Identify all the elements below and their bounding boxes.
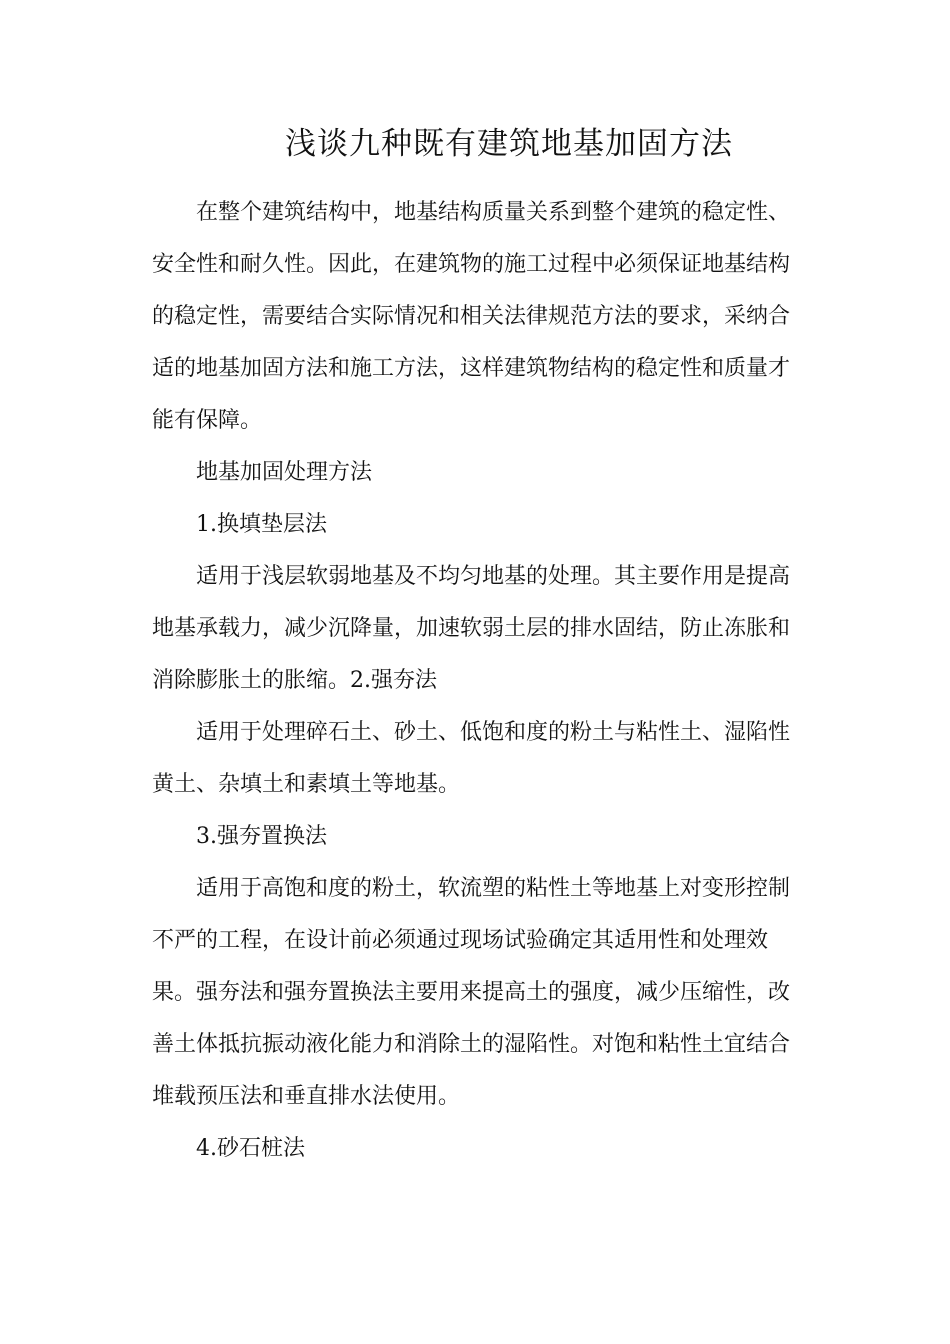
paragraph-line: 善土体抵抗振动液化能力和消除土的湿陷性。对饱和粘性土宜结合 <box>152 1032 791 1057</box>
paragraph-line: 黄土、杂填土和素填土等地基。 <box>152 772 461 797</box>
paragraph-line: 果。强夯法和强夯置换法主要用来提高土的强度，减少压缩性，改 <box>152 980 791 1005</box>
subsection-heading: 4.砂石桩法 <box>196 1136 305 1161</box>
paragraph-line: 适用于处理碎石土、砂土、低饱和度的粉土与粘性土、湿陷性 <box>196 720 791 745</box>
section-heading: 地基加固处理方法 <box>196 460 373 485</box>
paragraph-line: 地基承载力，减少沉降量，加速软弱土层的排水固结，防止冻胀和 <box>152 616 791 641</box>
paragraph-line: 消除膨胀土的胀缩。2.强夯法 <box>152 668 437 693</box>
subsection-heading: 3.强夯置换法 <box>196 824 327 849</box>
paragraph-line: 适用于高饱和度的粉土，软流塑的粘性土等地基上对变形控制 <box>196 876 791 901</box>
paragraph-line: 适用于浅层软弱地基及不均匀地基的处理。其主要作用是提高 <box>196 564 791 589</box>
paragraph-line: 不严的工程，在设计前必须通过现场试验确定其适用性和处理效 <box>152 928 769 953</box>
paragraph-line: 能有保障。 <box>152 408 263 433</box>
paragraph-line: 在整个建筑结构中，地基结构质量关系到整个建筑的稳定性、 <box>196 200 791 225</box>
paragraph-line: 安全性和耐久性。因此，在建筑物的施工过程中必须保证地基结构 <box>152 252 791 277</box>
paragraph-line: 适的地基加固方法和施工方法，这样建筑物结构的稳定性和质量才 <box>152 356 791 381</box>
paragraph-line: 的稳定性，需要结合实际情况和相关法律规范方法的要求，采纳合 <box>152 304 791 329</box>
document-title: 浅谈九种既有建筑地基加固方法 <box>285 126 733 162</box>
paragraph-line: 堆载预压法和垂直排水法使用。 <box>152 1084 461 1109</box>
subsection-heading: 1.换填垫层法 <box>196 512 327 537</box>
